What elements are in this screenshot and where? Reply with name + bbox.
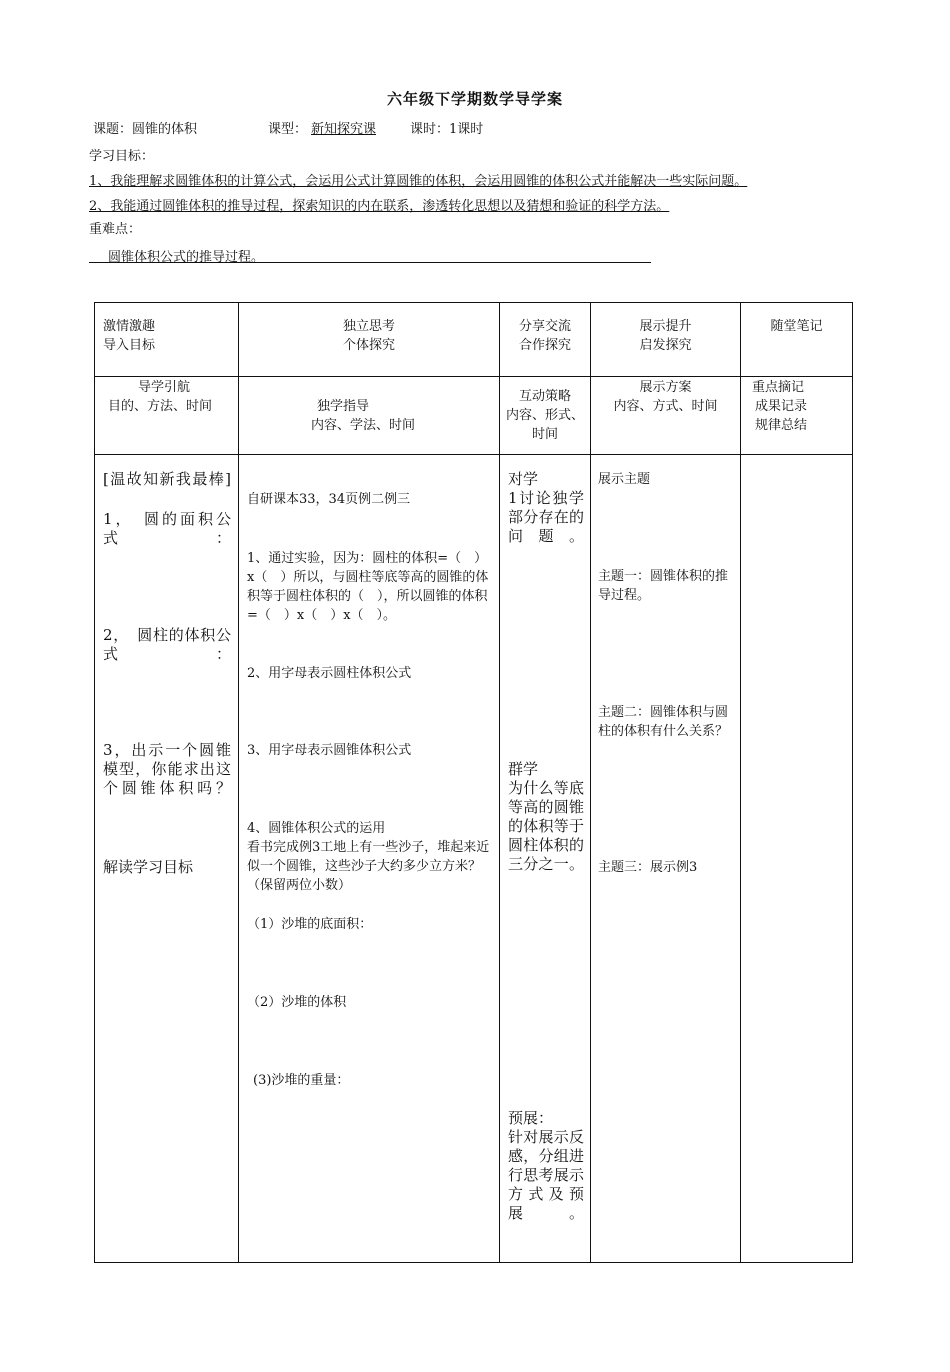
header1-col2 xyxy=(239,303,500,377)
col2-intro: 自研课本33，34页例二例三 xyxy=(247,492,411,507)
content-col4 xyxy=(591,455,741,1263)
topic-label: 课题：圆锥的体积 xyxy=(93,122,198,137)
header2-col2-line1: 独学指导 xyxy=(317,399,370,414)
header1-col3-line1: 分享交流 xyxy=(518,319,571,334)
pair-title: 对学 xyxy=(508,470,539,488)
header-row-2 xyxy=(95,377,853,455)
header2-col1-line2: 目的、方法、时间 xyxy=(108,399,213,414)
theme-3: 主题三：展示例3 xyxy=(598,860,698,875)
review-q2: 2， 圆柱的体积公式： xyxy=(103,626,231,663)
header1-col5 xyxy=(741,303,853,377)
review-q3: 3，出示一个圆锥模型，你能求出这个圆锥体积吗？ xyxy=(103,741,231,797)
objective-1: 1、我能理解求圆锥体积的计算公式，会运用公式计算圆锥的体积，会运用圆锥的体积公式并能解决一些实际问题。 xyxy=(89,174,748,189)
header1-col5-text: 随堂笔记 xyxy=(770,319,823,334)
type-value: 新知探究课 xyxy=(311,122,377,137)
page-title: 六年级下学期数学导学案 xyxy=(386,90,563,108)
review-q1: 1， 圆的面积公式： xyxy=(103,510,231,547)
content-col3 xyxy=(500,455,591,1263)
keypoints-text: 圆锥体积公式的推导过程。 xyxy=(108,250,265,265)
header2-col4 xyxy=(591,377,741,455)
hours-label: 课时：1课时 xyxy=(410,122,484,137)
col2-item4-title: 4、圆锥体积公式的运用 xyxy=(247,821,386,836)
group-title: 群学 xyxy=(508,760,539,778)
theme-1: 主题一：圆锥体积的推导过程。 xyxy=(598,569,729,603)
showcase-theme: 展示主题 xyxy=(598,472,651,487)
header2-col1-line1: 导学引航 xyxy=(138,380,191,395)
header1-col2-line2: 个体探究 xyxy=(342,338,395,353)
keypoints-underline xyxy=(89,262,651,263)
group-body: 为什么等底等高的圆锥的体积等于圆柱体积的三分之一。 xyxy=(508,779,584,873)
header2-col1 xyxy=(95,377,239,455)
col2-item2: 2、用字母表示圆柱体积公式 xyxy=(247,666,412,681)
header2-col4-line1: 展示方案 xyxy=(639,380,692,395)
content-row xyxy=(95,455,853,1263)
col2-sub2: （2）沙堆的体积 xyxy=(247,995,347,1010)
header-row-1 xyxy=(95,303,853,377)
preview-title: 预展： xyxy=(508,1109,554,1127)
study-table xyxy=(94,302,853,1263)
header2-col3-line1: 互动策略 xyxy=(518,389,571,404)
header1-col4-line1: 展示提升 xyxy=(639,319,692,334)
header1-col1 xyxy=(95,303,239,377)
header2-col3-line2: 内容、形式、 xyxy=(505,408,584,423)
objective-2: 2、我能通过圆锥体积的推导过程，探索知识的内在联系，渗透转化思想以及猜想和验证的科学方法。 xyxy=(89,199,670,214)
header2-col2-line2: 内容、学法、时间 xyxy=(311,418,416,433)
header1-col3 xyxy=(500,303,591,377)
keypoints-heading: 重难点： xyxy=(89,222,142,237)
col2-item1: 1、通过实验，因为：圆柱的体积=（ ）x（ ）所以，与圆柱等底等高的圆锥的体积等于圆柱体积的（ ），所以圆锥的体积=（ ）x（ ）x（ ）。 xyxy=(247,551,489,623)
objectives-heading: 学习目标： xyxy=(89,149,155,164)
header1-col2-line1: 独立思考 xyxy=(342,319,395,334)
header2-col5-line2: 成果记录 xyxy=(755,399,808,414)
theme-2: 主题二：圆锥体积与圆柱的体积有什么关系？ xyxy=(598,705,729,739)
col2-item4-body: 看书完成例3工地上有一些沙子，堆起来近似一个圆锥，这些沙子大约多少立方米？（保留两位小数） xyxy=(247,840,490,893)
header2-col4-line2: 内容、方式、时间 xyxy=(613,399,718,414)
col2-item3: 3、用字母表示圆锥体积公式 xyxy=(247,743,412,758)
header2-col3 xyxy=(500,377,591,455)
header1-col1-line2: 导入目标 xyxy=(103,338,156,353)
col2-sub3: (3)沙堆的重量： xyxy=(253,1073,350,1088)
pair-body: 1讨论独学部分存在的问题。 xyxy=(508,489,584,545)
type-label: 课型： xyxy=(268,122,308,137)
header1-col4 xyxy=(591,303,741,377)
header2-col2 xyxy=(239,377,500,455)
header1-col3-line2: 合作探究 xyxy=(518,338,571,353)
header2-col3-line3: 时间 xyxy=(531,427,558,442)
header2-col5-line1: 重点摘记 xyxy=(752,380,805,395)
col2-sub1: （1）沙堆的底面积： xyxy=(247,917,373,932)
content-col1 xyxy=(95,455,239,1263)
header2-col5 xyxy=(741,377,853,455)
content-col5-notes xyxy=(741,455,853,1263)
header1-col1-line1: 激情激趣 xyxy=(103,319,156,334)
review-heading: [温故知新我最棒] xyxy=(103,470,231,488)
content-col2 xyxy=(239,455,500,1263)
preview-body: 针对展示反感，分组进行思考展示方式及预展。 xyxy=(508,1128,584,1222)
header1-col4-line2: 启发探究 xyxy=(639,338,692,353)
header2-col5-line3: 规律总结 xyxy=(755,418,808,433)
read-goals: 解读学习目标 xyxy=(103,858,194,876)
